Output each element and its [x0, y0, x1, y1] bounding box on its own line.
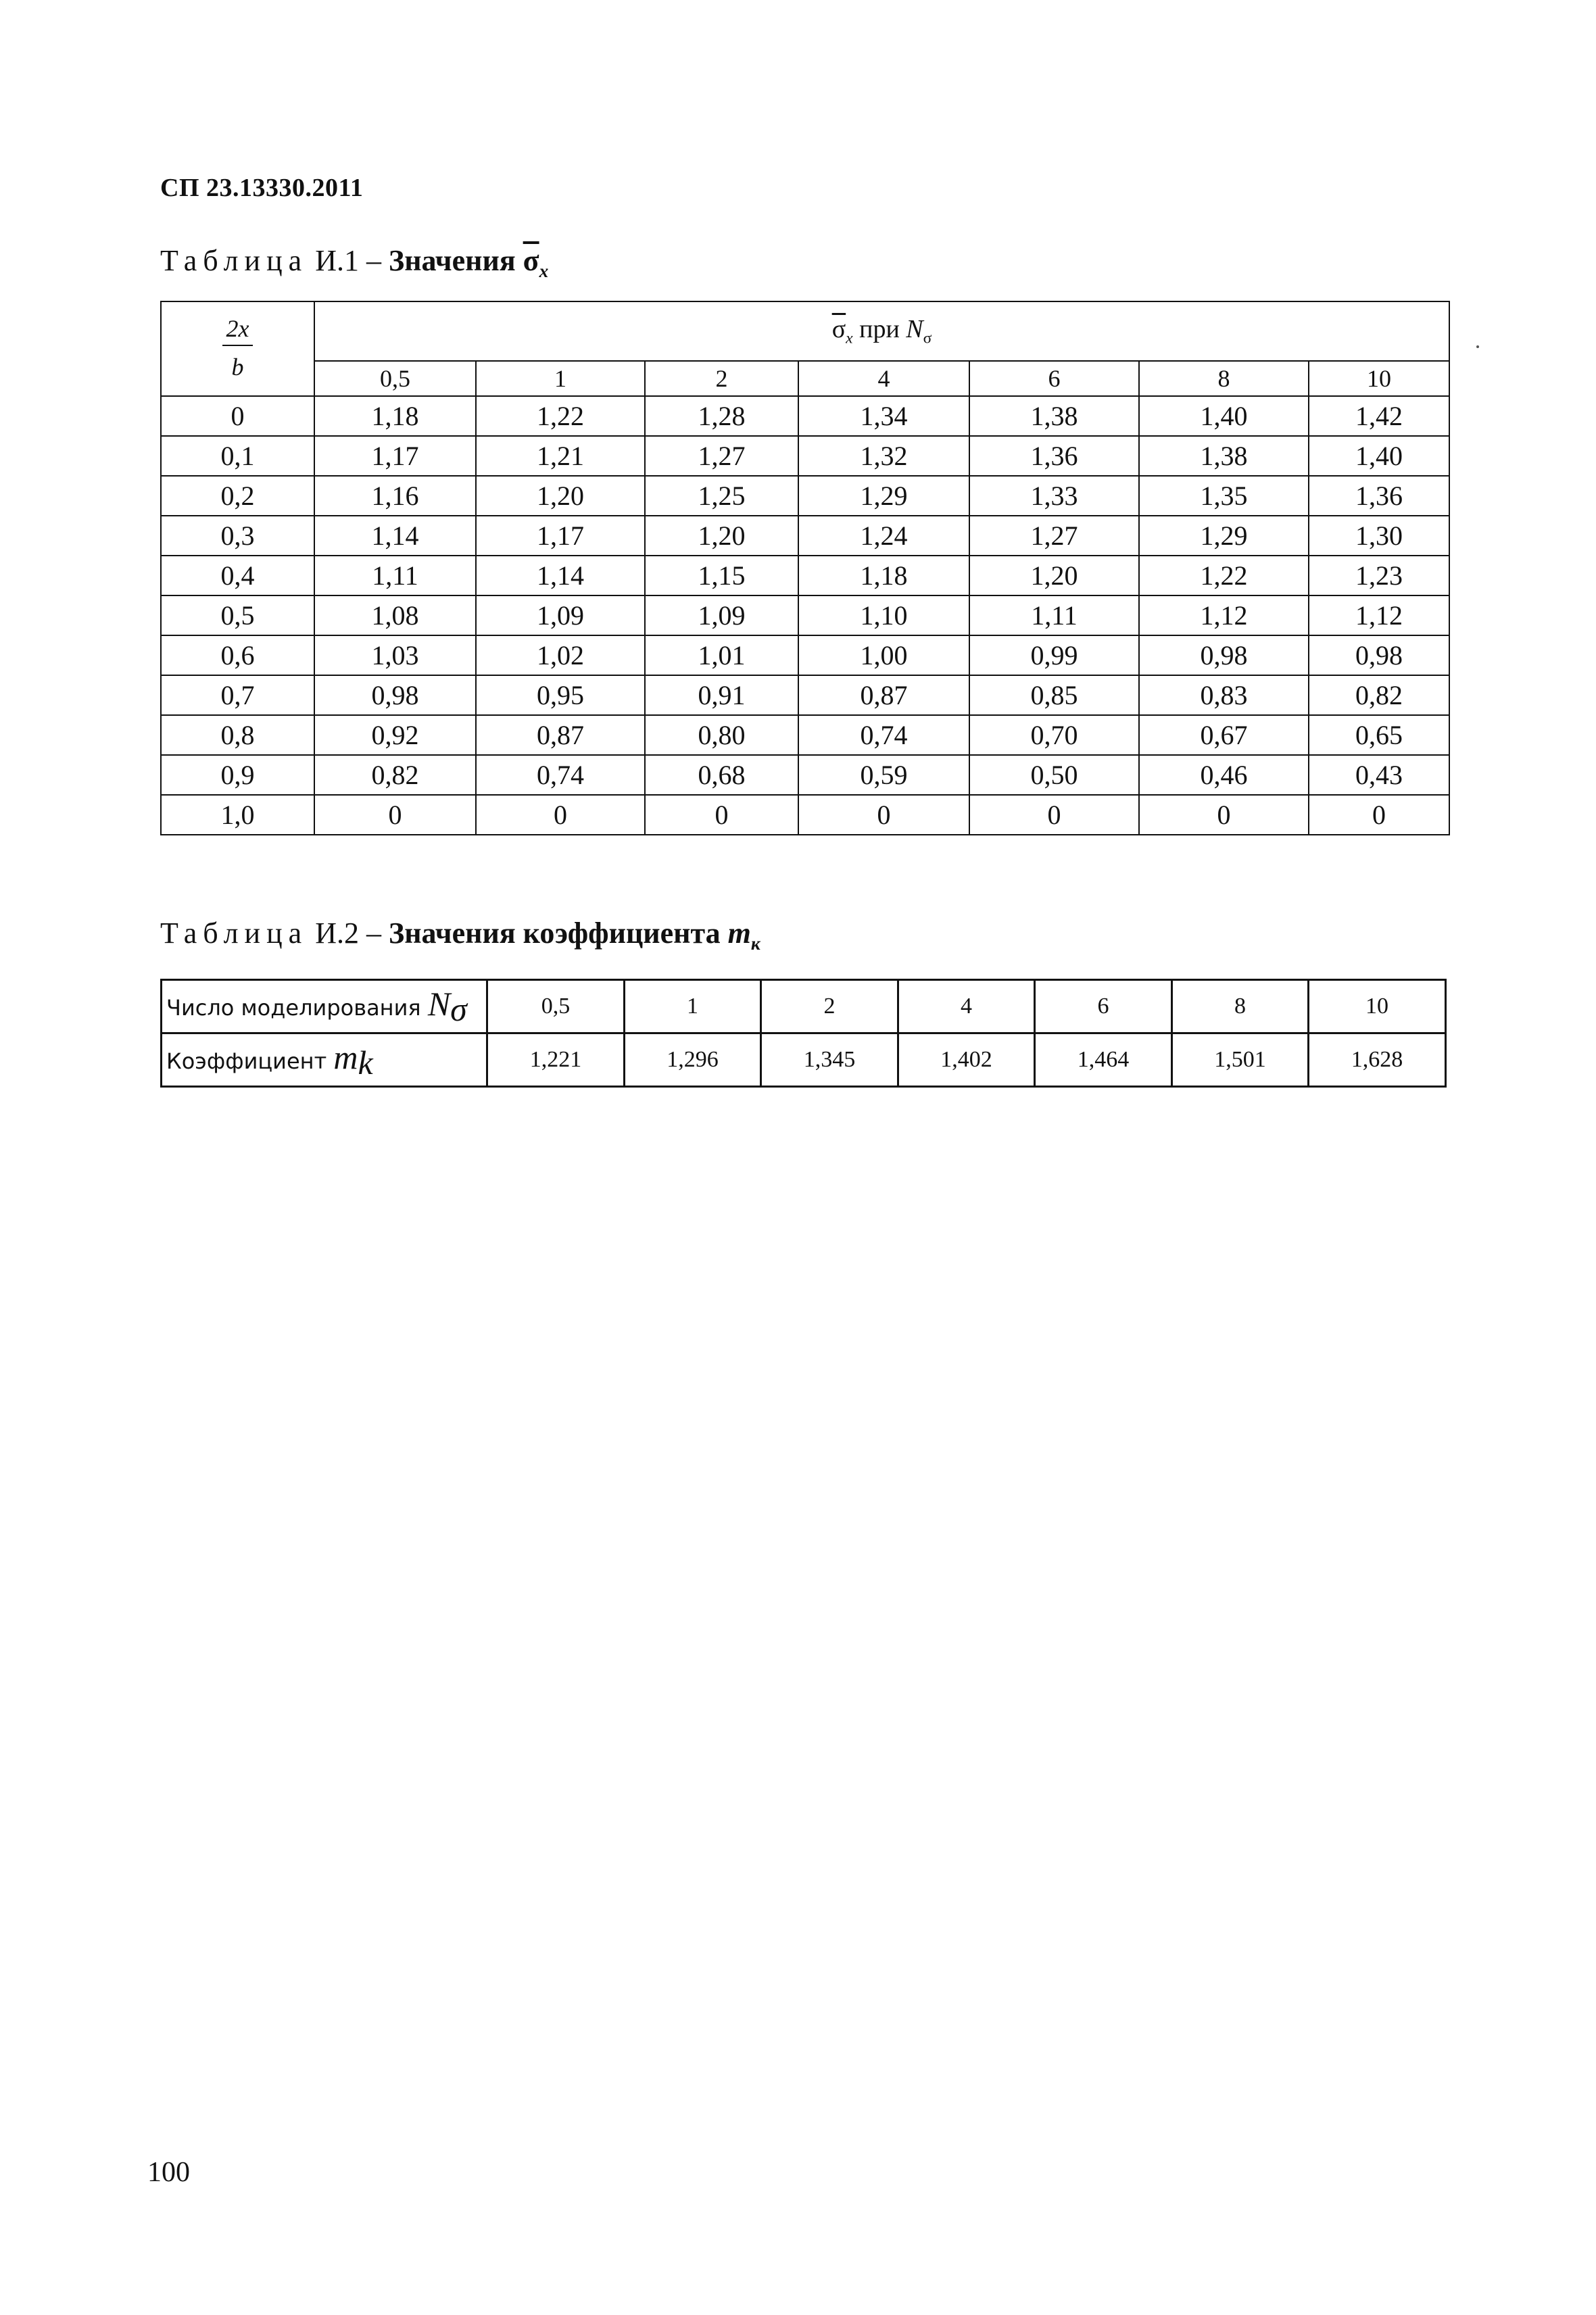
column-group-symbol-sub: x [846, 329, 853, 347]
column-header-cell: 2 [645, 361, 798, 396]
row-label-cell: 0,4 [161, 556, 314, 595]
table1-caption-symbol: $\overline{\sigma}$ [523, 244, 539, 277]
table-cell: 0 [476, 795, 645, 835]
row-label-cell: 1,0 [161, 795, 314, 835]
table-row [161, 755, 1449, 795]
table-cell: 1,15 [645, 556, 798, 595]
table-cell: 1,40 [1309, 436, 1449, 476]
table-cell: 0,74 [798, 715, 969, 755]
column-header-cell: 8 [1139, 361, 1309, 396]
table-cell: 0,95 [476, 675, 645, 715]
table-cell: 1,33 [969, 476, 1139, 516]
table-cell: 0,82 [1309, 675, 1449, 715]
table-cell: 1,34 [798, 396, 969, 436]
table-cell: 1,17 [314, 436, 476, 476]
modeling-number-cell: 0,5 [487, 980, 625, 1033]
table-row [161, 516, 1449, 556]
table-cell: 0,99 [969, 635, 1139, 675]
table-cell: 0,59 [798, 755, 969, 795]
table-cell: 1,09 [476, 595, 645, 635]
table-cell: 0,67 [1139, 715, 1309, 755]
table-cell: 1,24 [798, 516, 969, 556]
table-cell: 1,16 [314, 476, 476, 516]
table-cell: 1,29 [1139, 516, 1309, 556]
coefficient-cell: 1,345 [761, 1033, 898, 1087]
table-cell: 0,91 [645, 675, 798, 715]
table-cell: 0,50 [969, 755, 1139, 795]
document-code: СП 23.13330.2011 [160, 174, 364, 202]
table-cell: 0,87 [476, 715, 645, 755]
table-row [161, 476, 1449, 516]
table-cell: 1,32 [798, 436, 969, 476]
table2-caption-symbol: m [727, 917, 751, 950]
row-header-ratio [161, 301, 314, 396]
table-row [161, 595, 1449, 635]
table-cell: 1,40 [1139, 396, 1309, 436]
column-header-cell: 4 [798, 361, 969, 396]
table-row [161, 715, 1449, 755]
row-label-cell: 0,1 [161, 436, 314, 476]
table1-caption-prefix: Таблица [160, 244, 308, 277]
table2-caption [160, 916, 760, 954]
table-cell: 0 [969, 795, 1139, 835]
table1-caption [160, 243, 548, 282]
table-cell: 1,14 [476, 556, 645, 595]
row-label-cell: 0,7 [161, 675, 314, 715]
table-cell: 1,36 [1309, 476, 1449, 516]
table2-caption-symbol-sub: к [750, 933, 760, 954]
table-cell: 0,98 [1139, 635, 1309, 675]
coefficient-cell: 1,501 [1172, 1033, 1309, 1087]
row-label-cell: 0,3 [161, 516, 314, 556]
modeling-number-label [162, 980, 487, 1033]
modeling-number-text: Число моделирования [166, 995, 428, 1021]
table-cell: 0,46 [1139, 755, 1309, 795]
table-cell: 1,21 [476, 436, 645, 476]
table-cell: 0,80 [645, 715, 798, 755]
column-group-var-sub: σ [923, 329, 932, 347]
table-cell: 1,38 [969, 396, 1139, 436]
table-cell: 1,42 [1309, 396, 1449, 436]
table-cell: 0,65 [1309, 715, 1449, 755]
coefficient-cell: 1,296 [625, 1033, 761, 1087]
table-cell: 0,68 [645, 755, 798, 795]
ratio-denominator: b [231, 354, 244, 381]
coefficient-cell: 1,402 [898, 1033, 1035, 1087]
table-cell: 0 [798, 795, 969, 835]
table-cell: 1,28 [645, 396, 798, 436]
modeling-number-cell: 6 [1035, 980, 1172, 1033]
table-cell: 1,23 [1309, 556, 1449, 595]
table-cell: 1,08 [314, 595, 476, 635]
table1-caption-symbol-sub: x [539, 260, 549, 281]
table-cell: 0,43 [1309, 755, 1449, 795]
table-cell: 1,22 [1139, 556, 1309, 595]
coefficient-row [162, 1033, 1446, 1087]
modeling-number-cell: 4 [898, 980, 1035, 1033]
table-cell: 1,20 [969, 556, 1139, 595]
table-row [161, 635, 1449, 675]
table-cell: 0 [645, 795, 798, 835]
row-label-cell: 0 [161, 396, 314, 436]
modeling-number-var: N [427, 985, 451, 1023]
table2-caption-title: Значения коэффициента [388, 917, 728, 950]
table-cell: 1,03 [314, 635, 476, 675]
coefficient-table [160, 979, 1447, 1088]
modeling-number-cell: 10 [1309, 980, 1446, 1033]
column-group-header [314, 301, 1449, 361]
table-cell: 0,92 [314, 715, 476, 755]
coefficient-cell: 1,221 [487, 1033, 625, 1087]
table-cell: 1,36 [969, 436, 1139, 476]
table2-caption-number: И.2 – [308, 917, 389, 950]
table-row [161, 795, 1449, 835]
ratio-numerator: 2x [222, 316, 253, 347]
row-label-cell: 0,9 [161, 755, 314, 795]
column-header-cell: 0,5 [314, 361, 476, 396]
table-cell: 1,20 [476, 476, 645, 516]
table1-caption-number: И.1 – [308, 244, 389, 277]
table2-caption-prefix: Таблица [160, 917, 308, 950]
scan-speck [1476, 345, 1479, 348]
table1-caption-title: Значения [388, 244, 523, 277]
table-cell: 1,12 [1309, 595, 1449, 635]
coefficient-cell: 1,464 [1035, 1033, 1172, 1087]
table-cell: 0 [314, 795, 476, 835]
table-cell: 0,83 [1139, 675, 1309, 715]
column-group-symbol: $\overline{\sigma}$ [831, 315, 846, 344]
modeling-number-cell: 1 [625, 980, 761, 1033]
table-cell: 1,12 [1139, 595, 1309, 635]
modeling-number-row [162, 980, 1446, 1033]
table-cell: 0 [1139, 795, 1309, 835]
column-group-text: при [852, 315, 906, 344]
column-header-cell: 1 [476, 361, 645, 396]
coefficient-text: Коэффициент [166, 1048, 334, 1075]
table-cell: 1,18 [798, 556, 969, 595]
column-header-cell: 6 [969, 361, 1139, 396]
ratio-fraction [222, 316, 253, 381]
table-cell: 1,02 [476, 635, 645, 675]
table-cell: 1,09 [645, 595, 798, 635]
table-cell: 1,17 [476, 516, 645, 556]
row-label-cell: 0,5 [161, 595, 314, 635]
table-cell: 0,74 [476, 755, 645, 795]
row-label-cell: 0,8 [161, 715, 314, 755]
table-cell: 1,25 [645, 476, 798, 516]
table-row [161, 436, 1449, 476]
table-row [161, 396, 1449, 436]
modeling-number-cell: 8 [1172, 980, 1309, 1033]
table-cell: 1,29 [798, 476, 969, 516]
coefficient-cell: 1,628 [1309, 1033, 1446, 1087]
column-header-cell: 10 [1309, 361, 1449, 396]
table-row [161, 675, 1449, 715]
table-cell: 1,22 [476, 396, 645, 436]
table-cell: 1,27 [645, 436, 798, 476]
table-cell: 0,98 [1309, 635, 1449, 675]
page-number: 100 [147, 2157, 190, 2188]
table-cell: 0,70 [969, 715, 1139, 755]
coefficient-label [162, 1033, 487, 1087]
modeling-number-cell: 2 [761, 980, 898, 1033]
table-cell: 0,98 [314, 675, 476, 715]
coefficient-var-sub: k [358, 1043, 373, 1081]
modeling-number-var-sub: σ [450, 990, 467, 1028]
row-label-cell: 0,2 [161, 476, 314, 516]
table-cell: 0,87 [798, 675, 969, 715]
coefficient-var: m [333, 1038, 358, 1077]
table-cell: 1,01 [645, 635, 798, 675]
table-cell: 1,30 [1309, 516, 1449, 556]
table-cell: 1,10 [798, 595, 969, 635]
table-cell: 1,11 [969, 595, 1139, 635]
table-cell: 1,14 [314, 516, 476, 556]
table-cell: 1,11 [314, 556, 476, 595]
table-cell: 1,38 [1139, 436, 1309, 476]
sigma-values-table [160, 301, 1450, 835]
table-cell: 1,27 [969, 516, 1139, 556]
table-cell: 1,18 [314, 396, 476, 436]
table-cell: 0,85 [969, 675, 1139, 715]
table-row [161, 556, 1449, 595]
table-cell: 1,00 [798, 635, 969, 675]
table-cell: 1,20 [645, 516, 798, 556]
table-cell: 0 [1309, 795, 1449, 835]
table-cell: 0,82 [314, 755, 476, 795]
row-label-cell: 0,6 [161, 635, 314, 675]
column-group-var: N [906, 315, 923, 344]
table-cell: 1,35 [1139, 476, 1309, 516]
